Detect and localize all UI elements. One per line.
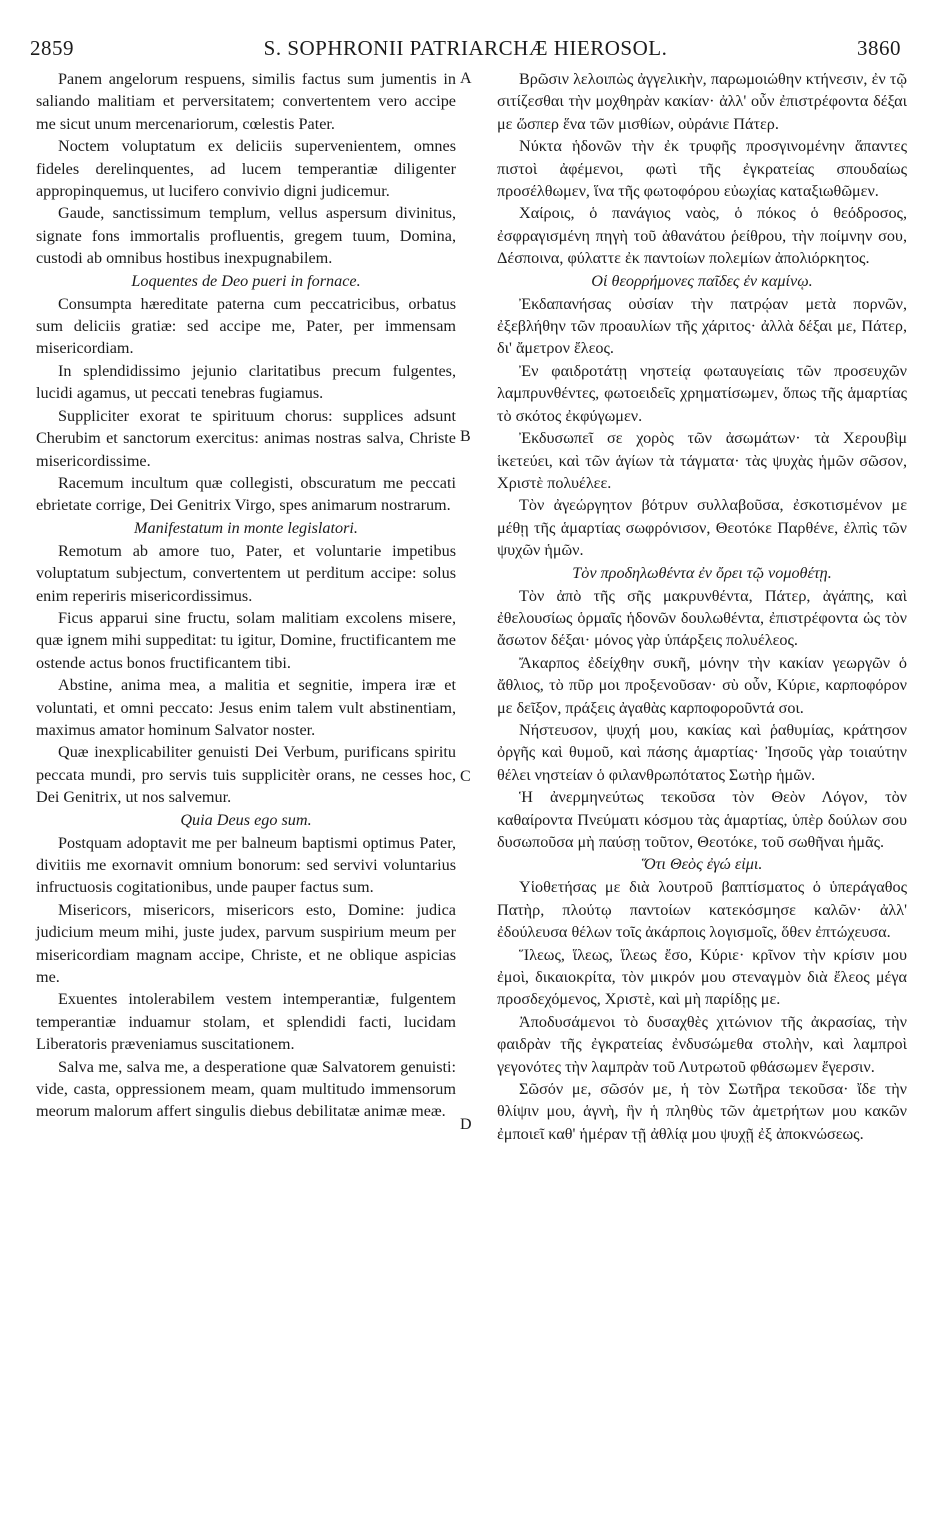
- latin-heading: Manifestatum in monte legislatori.: [134, 518, 358, 537]
- greek-paragraph: Ἵλεως, ἵλεως, ἵλεως ἔσο, Κύριε· κρῖνον τὴν κρίσιν μου ἐμοὶ, δικαιοκρίτα, τὸν μικρόν μου στεναγμὸν διὰ ἔλεος μέγα προσδεχόμενος, Χριστὲ, καὶ μὴ παρίδῃς με.: [497, 945, 907, 1009]
- latin-paragraph: Salva me, salva me, a desperatione quæ Salvatorem genuisti: vide, casta, oppressionem meam, quam multitudo immensorum meorum malorum affert singulis diebus debilitatæ animæ meæ.: [36, 1057, 456, 1121]
- greek-paragraph: Υἱοθετήσας με διὰ λουτροῦ βαπτίσματος ὁ ὑπεράγαθος Πατὴρ, πλούτῳ παντοίων κατεκόσμησε καλῶν· ἀλλ' ἐδούλευσα θέλων τοῖς ἀκάρποις λογισμοῖς, ὅθεν ἐπτώχευσα.: [497, 878, 907, 942]
- greek-paragraph: Τὸν ἀπὸ τῆς σῆς μακρυνθέντα, Πάτερ, ἀγάπης, καὶ ἐθελουσίως ὁρμαῖς ἡδονῶν δουλωθέντα, ἐπιστρέφοντα ὡς τὸν ἄσωτον δέξαι· μόνος γὰρ ὑπάρξεις πολυέλεος.: [497, 586, 907, 650]
- greek-paragraph: Νύκτα ἡδονῶν τὴν ἐκ τρυφῆς προσγινομένην ἅπαντες πιστοὶ ἀφέμενοι, φωτὶ τῆς ἐγκρατείας σπουδαίως προσέλθωμεν, ἵνα τῆς φωτοφόρου εὐωχίας καταξιωθῶμεν.: [497, 137, 907, 201]
- running-title: S. SOPHRONII PATRIARCHÆ HIEROSOL.: [263, 36, 668, 60]
- latin-paragraph: Exuentes intolerabilem vestem intemperantiæ, fulgentem temperantiæ induamur stolam, et splendidi facti, lucidam Liberatoris præveniamus suscitationem.: [36, 990, 456, 1054]
- greek-paragraph: Τὸν ἀγεώργητον βότρυν συλλαβοῦσα, ἐσκοτισμένον με μέθῃ τῆς ἁμαρτίας σωφρόνισον, Θεοτόκε Παρθένε, ἐλπὶς τῶν ψυχῶν ἡμῶν.: [497, 496, 907, 560]
- page-header: [30, 36, 901, 66]
- latin-paragraph: Abstine, anima mea, a malitia et segnitie, impera iræ et voluntati, et omni peccato: Jesus enim talem vult abstinentiam, maximus amator hominum Salvator noster.: [36, 676, 456, 739]
- greek-paragraph: Ἐκδαπανήσας οὐσίαν τὴν πατρῴαν μετὰ πορνῶν, ἐξεβλήθην τῶν προαυλίων τῆς χάριτος· ἀλλὰ δέξαι με, Πάτερ, δι' ἄμετρον ἔλεος.: [497, 294, 907, 358]
- greek-paragraph: Σῶσόν με, σῶσόν με, ἡ τὸν Σωτῆρα τεκοῦσα· ἴδε τὴν θλίψιν μου, ἁγνὴ, ἣν ἡ πληθὺς τῶν ἀμετρήτων μου κακῶν ἐμποιεῖ καθ' ἡμέραν τῇ ἀθλίᾳ μου ψυχῇ ἐξ ἀποκνώσεως.: [497, 1080, 907, 1143]
- margin-marker-b: B: [460, 428, 471, 445]
- latin-paragraph: Suppliciter exorat te spirituum chorus: supplices adsunt Cherubim et sanctorum exercitus: animas nostras salva, Christe misericordissime.: [36, 406, 456, 470]
- latin-paragraph: Panem angelorum respuens, similis factus sum jumentis in saliando malitiam et perversitatem; convertentem vero accipe me sicut unum mercenariorum, cœlestis Pater.: [36, 70, 456, 133]
- greek-paragraph: Ἄκαρπος ἐδείχθην συκῆ, μόνην τὴν κακίαν γεωργῶν ὁ ἄθλιος, τὸ πῦρ μοι προξενοῦσαν· σὺ οὖν, Κύριε, καρποφόρον με δεῖξον, πράξεις ἀγαθὰς καρποφοροῦντά σοι.: [497, 653, 907, 717]
- latin-paragraph: Consumpta hæreditate paterna cum peccatricibus, orbatus sum deliciis gratiæ: sed accipe me, Pater, per immensam misericordiam.: [36, 294, 456, 358]
- greek-heading: Τὸν προδηλωθέντα ἐν ὄρει τῷ νομοθέτῃ.: [572, 563, 832, 582]
- latin-heading: Loquentes de Deo pueri in fornace.: [131, 271, 361, 290]
- greek-heading: Οἱ θεορρήμονες παῖδες ἐν καμίνῳ.: [591, 271, 813, 290]
- page-number-right: 3860: [857, 36, 901, 60]
- latin-paragraph: Quæ inexplicabiliter genuisti Dei Verbum, purificans spiritu peccata mundi, pro servis tuis supplicitèr orans, ne cesses hoc, Dei Genitrix, ut nos salvemur.: [36, 743, 456, 807]
- page-number-left: 2859: [30, 36, 74, 60]
- latin-paragraph: Postquam adoptavit me per balneum baptismi optimus Pater, divitiis me exornavit omnium bonorum: sed servivi voluntarius infructuosis cogitationibus, unde pauper factus sum.: [36, 833, 456, 897]
- latin-paragraph: Gaude, sanctissimum templum, vellus aspersum divinitus, signate fons immortalis profluentis, gregem tuum, Domina, custodi ab omnibus hostibus inexpugnabilem.: [36, 204, 456, 268]
- margin-marker-c: C: [460, 768, 471, 785]
- latin-heading: Quia Deus ego sum.: [180, 810, 312, 829]
- greek-paragraph: Νήστευσον, ψυχή μου, κακίας καὶ ῥαθυμίας, κράτησον ὀργῆς καὶ θυμοῦ, καὶ πάσης ἁμαρτίας· Ἰησοῦς γὰρ τοιαύτην θέλει νηστείαν ὁ φιλανθρωπότατος Σωτὴρ ἡμῶν.: [497, 720, 907, 784]
- latin-paragraph: Remotum ab amore tuo, Pater, et voluntarie impetibus voluptatum subjectum, convertentem ut perditum accipe: solus enim reperiris misericordissimus.: [36, 541, 456, 605]
- greek-paragraph: Χαίροις, ὁ πανάγιος ναὸς, ὁ πόκος ὁ θεόδροσος, ἐσφραγισμένη πηγὴ τοῦ ἀθανάτου ῥείθρου, τὴν ποίμνην σου, Δέσποινα, φύλαττε ἐκ παντοίων πολεμίων ἀπολιόρκητος.: [497, 204, 907, 268]
- latin-paragraph: In splendidissimo jejunio claritatibus precum fulgentes, lucidi agamus, ut peccati tenebras fugiamus.: [36, 361, 456, 403]
- greek-paragraph: Ἐν φαιδροτάτῃ νηστείᾳ φωταυγείαις τῶν προσευχῶν λαμπρυνθέντες, φωτοειδεῖς χρηματίσωμεν, ὅπως τῆς ἁμαρτίας τὸ σκότος ἐκφύγωμεν.: [497, 361, 907, 425]
- latin-paragraph: Ficus apparui sine fructu, solam malitiam excolens misere, quæ ignem mihi suppeditat: tu igitur, Domine, fructificantem me ostende actus bonos fructificantem tibi.: [36, 608, 456, 672]
- greek-column: [497, 68, 907, 1145]
- greek-paragraph: Ἐκδυσωπεῖ σε χορὸς τῶν ἀσωμάτων· τὰ Χερουβὶμ ἱκετεύει, καὶ τῶν ἁγίων τὰ τάγματα· τὰς ψυχὰς ἡμῶν σῶσον, Χριστὲ πολυέλεε.: [497, 429, 907, 492]
- greek-paragraph: Ἡ ἀνερμηνεύτως τεκοῦσα τὸν Θεὸν Λόγον, τὸν καθαίροντα Πνεύματι κόσμου τὰς ἁμαρτίας, ὑπὲρ δούλων σου δυσωποῦσα μὴ παύσῃ τοῦτον, Θεοτόκε, τοῦ σωθῆναι ἡμᾶς.: [497, 788, 907, 851]
- latin-paragraph: Noctem voluptatum ex deliciis supervenientem, omnes fideles derelinquentes, ad lucem temperantiæ diligenter appropinquemus, ut lucifero convivio digni judicemur.: [36, 137, 456, 201]
- margin-marker-d: D: [460, 1116, 472, 1133]
- greek-paragraph: Βρῶσιν λελοιπὼς ἀγγελικὴν, παρωμοιώθην κτήνεσιν, ἐν τῷ σιτίζεσθαι τὴν μοχθηρὰν κακίαν· ἀλλ' οὖν ἐπιστρέφοντα δέξαι με ὥσπερ ἕνα τῶν μισθίων, οὐράνιε Πάτερ.: [497, 70, 907, 133]
- greek-heading: Ὅτι Θεὸς ἐγώ εἰμι.: [641, 855, 763, 874]
- greek-paragraph: Ἀποδυσάμενοι τὸ δυσαχθὲς χιτώνιον τῆς ἀκρασίας, τὴν φαιδρὰν τῆς ἐγκρατείας ἐνδυσώμεθα στολὴν, καὶ λαμπροὶ γεγονότες τὴν λαμπρὰν τοῦ Λυτρωτοῦ φθάσωμεν ἔγερσιν.: [497, 1012, 907, 1076]
- latin-paragraph: Misericors, misericors, misericors esto, Domine: judica judicium meum mihi, juste judex, parvum suspirium meum per misericordiam magnam accipe, Christe, et ne oblique aspicias me.: [36, 900, 456, 987]
- latin-paragraph: Racemum incultum quæ collegisti, obscuratum me peccati ebrietate corrige, Dei Genitrix Virgo, spes animarum nostrarum.: [36, 473, 456, 515]
- margin-marker-a: A: [460, 70, 472, 87]
- latin-column: [36, 68, 456, 1123]
